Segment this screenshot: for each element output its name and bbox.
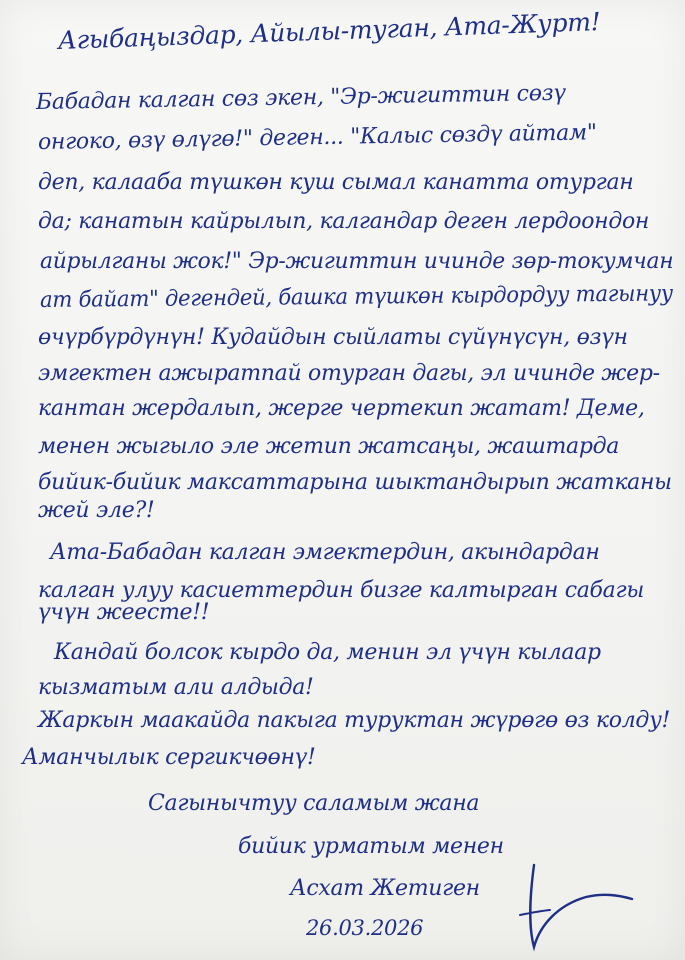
letter-line: өчүрбүрдүнүн! Кудайдын сыйлаты сүйүнүсүн, өзүн xyxy=(38,325,628,350)
letter-line: Кандай болсок кырдо да, менин эл үчүн кылаар xyxy=(54,640,601,665)
signature xyxy=(500,855,640,955)
closing-line: бийик урматым менен xyxy=(238,834,504,859)
letter-line: кантан жердалып, жерге чертекип жатат! Деме, xyxy=(38,396,645,421)
letter-line: менен жыгыло эле жетип жатсаңы, жаштарда xyxy=(38,434,620,459)
letter-greeting: Агыбаңыздар, Айылы-туган, Ата-Журт! xyxy=(57,7,601,55)
letter-line: онгоко, өзү өлүгө!" деген... "Калыс сөздү айтам" xyxy=(37,120,597,155)
letter-line: эмгектен ажыратпай отурган дагы, эл ичинде жер- xyxy=(38,361,660,386)
letter-line: кызматым али алдыда! xyxy=(38,675,314,700)
letter-line: Жаркын маакайда пакыга туруктан жүрөгө өз колду! xyxy=(38,708,671,733)
closing-line: Сагынычтуу саламым жана xyxy=(148,791,480,816)
letter-line: калган улуу касиеттердин бизге калтырган сабагы xyxy=(38,578,644,603)
letter-line: бийик-бийик максаттарына шыктандырып жатканы xyxy=(38,470,672,495)
letter-line: үчүн жеесте!! xyxy=(38,600,210,625)
letter-line: Ата-Бабадан калган эмгектердин, акындардан xyxy=(50,540,600,565)
letter-line: деп, калааба түшкөн куш сымал канатта отурган xyxy=(38,170,634,195)
letter-date: 26.03.2026 xyxy=(306,916,424,940)
author-name: Асхат Жетиген xyxy=(290,876,480,901)
letter-line: айрылганы жок!" Эр-жигиттин ичинде зөр-токумчан xyxy=(40,249,674,274)
letter-line: да; канатын кайрылып, калгандар деген лердоондон xyxy=(38,209,650,234)
letter-line: жей эле?! xyxy=(38,498,155,523)
letter-line: Бабадан калган сөз экен, "Эр-жигиттин сөзү xyxy=(35,80,566,115)
letter-line: Аманчылык сергикчөөнү! xyxy=(22,745,316,770)
letter-line: ат байат" дегендей, башка түшкөн кырдордуу тагынуу xyxy=(39,281,673,313)
